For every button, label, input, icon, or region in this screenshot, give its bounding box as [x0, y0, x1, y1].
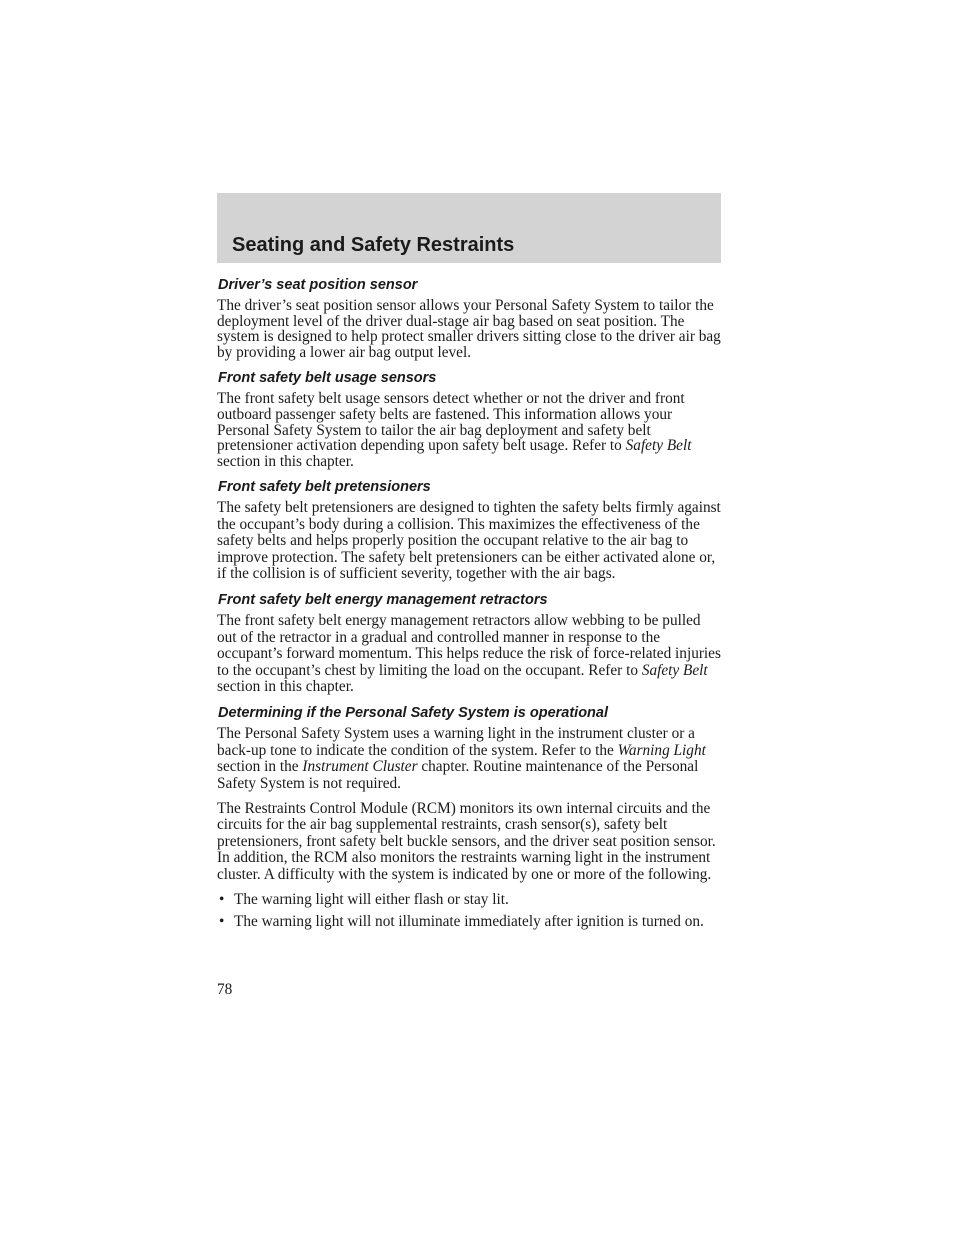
cross-reference: Safety Belt	[625, 437, 692, 455]
paragraph-energy-management-retractors	[217, 613, 721, 695]
paragraph-front-safety-belt-usage-sensors	[217, 391, 721, 469]
list-item	[217, 892, 721, 908]
heading-energy-management-retractors: Front safety belt energy management retractors	[218, 592, 548, 609]
heading-drivers-seat-position-sensor: Driver’s seat position sensor	[218, 277, 418, 293]
paragraph-text: section in this chapter.	[217, 452, 354, 470]
paragraph-text: The front safety belt energy management retractors allow webbing to be pulled out of the retractor in a gradual and controlled manner in response to the occupant’s forward momentum. This helps reduce the risk of force-related injuries to the occupant’s chest by limiting the load on the occupant. Refer to	[217, 612, 721, 679]
section-header-band	[217, 193, 721, 263]
paragraph-text: The Personal Safety System uses a warning light in the instrument cluster or a back-up tone to indicate the condition of the system. Refer to the	[217, 725, 695, 759]
cross-reference: Warning Light	[617, 741, 706, 759]
bullet-icon: •	[219, 891, 225, 909]
paragraph-text: chapter. Routine maintenance of the Personal Safety System is not required.	[217, 758, 699, 792]
paragraph-warning-light-reference	[217, 726, 721, 792]
paragraph-drivers-seat-position-sensor: The driver’s seat position sensor allows your Personal Safety System to tailor the deployment level of the driver dual-stage air bag based on seat position. The system is designed to help protect smaller drivers sitting close to the driver air bag by providing a lower air bag output level.	[217, 297, 721, 361]
section-title: Seating and Safety Restraints	[232, 234, 515, 256]
paragraph-front-safety-belt-pretensioners: The safety belt pretensioners are designed to tighten the safety belts firmly against the occupant’s body during a collision. This maximizes the effectiveness of the safety belts and helps properly position the occupant relative to the air bag to improve protection. The safety belt pretensioners can be either activated alone or, if the collision is of sufficient severity, together with the air bags.	[217, 499, 721, 582]
paragraph-text: section in the	[217, 758, 303, 776]
list-item	[217, 914, 721, 930]
cross-reference: Safety Belt	[641, 661, 708, 679]
difficulty-indicator-list	[217, 892, 721, 931]
heading-front-safety-belt-pretensioners: Front safety belt pretensioners	[218, 479, 431, 496]
list-item-text: The warning light will not illuminate immediately after ignition is turned on.	[234, 913, 704, 931]
paragraph-text: section in this chapter.	[217, 678, 354, 695]
paragraph-rcm-monitoring: The Restraints Control Module (RCM) monitors its own internal circuits and the circuits for the air bag supplemental restraints, crash sensor(s), safety belt pretensioners, front safety belt buckle sensors, and the driver seat position sensor. In addition, the RCM also monitors the restraints warning light in the instrument cluster. A difficulty with the system is indicated by one or more of the following.	[217, 800, 716, 883]
page-content	[217, 276, 721, 937]
heading-determining-operational: Determining if the Personal Safety System is operational	[218, 705, 608, 722]
heading-front-safety-belt-usage-sensors: Front safety belt usage sensors	[218, 370, 437, 387]
page-number: 78	[217, 981, 233, 998]
list-item-text: The warning light will either flash or stay lit.	[234, 891, 509, 909]
bullet-icon: •	[219, 913, 225, 931]
cross-reference: Instrument Cluster	[302, 758, 418, 776]
paragraph-text: The front safety belt usage sensors detect whether or not the driver and front outboard passenger safety belts are fastened. This information allows your Personal Safety System to tailor the air bag deployment and safety belt pretensioner activation depending upon safety belt usage. Refer to	[217, 390, 685, 455]
